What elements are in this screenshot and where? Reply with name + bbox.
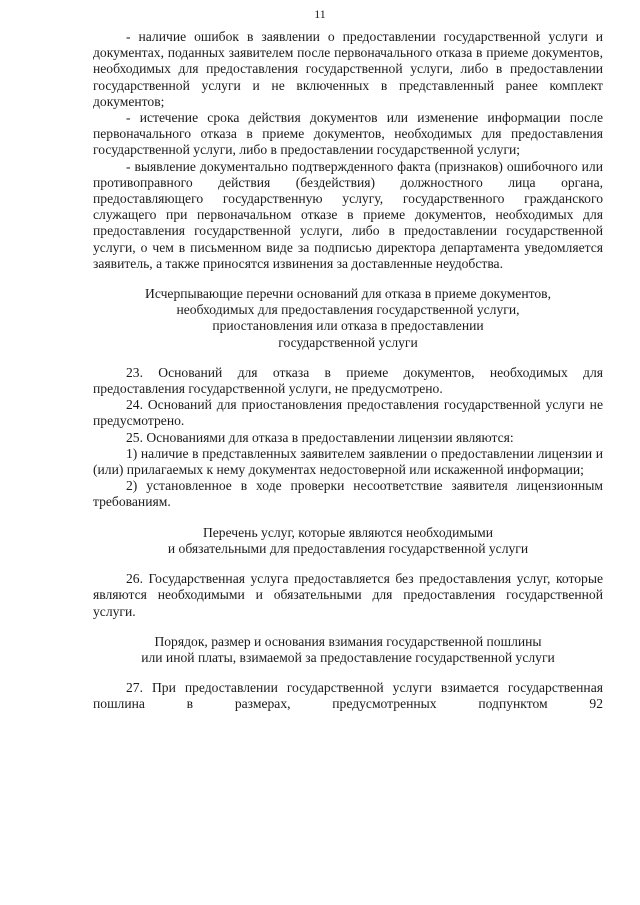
list-item: - выявление документально подтвержденного факта (признаков) ошибочного или противоправного действия (бездействия) должностного лица органа, предоставляющего государственную услугу, государственного гражданского служащего при первоначальном отказе в приеме документов, необходимых для предоставления государственной услуги, либо в предоставлении государственной услуги, о чем в письменном виде за подписью директора департамента уведомляется заявитель, а также приносятся извинения за доставленные неудобства. — [93, 158, 603, 271]
section-heading-required-services: Перечень услуг, которые являются необходимыми и обязательными для предоставления государственной услуги — [167, 524, 529, 556]
paragraph-23: 23. Оснований для отказа в приеме документов, необходимых для предоставления государственной услуги, не предусмотрено. — [93, 364, 603, 397]
paragraph-25: 25. Основаниями для отказа в предоставлении лицензии являются: — [126, 429, 514, 445]
paragraph-27: 27. При предоставлении государственной услуги взимается государственная пошлина в размерах, предусмотренных подпунктом 92 — [93, 680, 603, 712]
section-heading-state-fee: Порядок, размер и основания взимания государственной пошлины или иной платы, взимаемой за предоставление государственной услуги — [141, 633, 555, 665]
list-item: - истечение срока действия документов или изменение информации после первоначального отказа в приеме документов, необходимых для предоставления государственной услуги, либо в предоставлении государственной услуги; — [93, 110, 603, 158]
section-heading-refusal-grounds: Исчерпывающие перечни оснований для отказа в приеме документов, необходимых для предоставления государственной услуги, приостановления или отказа в предоставлении государственной услуги — [145, 286, 551, 350]
paragraph-25-item-2: 2) установленное в ходе проверки несоответствие заявителя лицензионным требованиям. — [93, 478, 603, 510]
paragraph-24: 24. Оснований для приостановления предоставления государственной услуги не предусмотрено. — [93, 397, 603, 429]
list-item: - наличие ошибок в заявлении о предоставлении государственной услуги и документах, поданных заявителем после первоначального отказа в приеме документов, необходимых для предоставления государственной услуги, либо в предоставлении государственной услуги и не включенных в представленный ранее комплект документов; — [93, 29, 603, 109]
document-body — [93, 29, 603, 713]
page-number: 11 — [314, 7, 326, 21]
paragraph-26: 26. Государственная услуга предоставляется без предоставления услуг, которые являются необходимыми и обязательными для предоставления государственной услуги. — [93, 571, 603, 619]
paragraph-25-item-1: 1) наличие в представленных заявителем заявлении о предоставлении лицензии и (или) прилагаемых к нему документах недостоверной или искаженной информации; — [93, 445, 603, 478]
